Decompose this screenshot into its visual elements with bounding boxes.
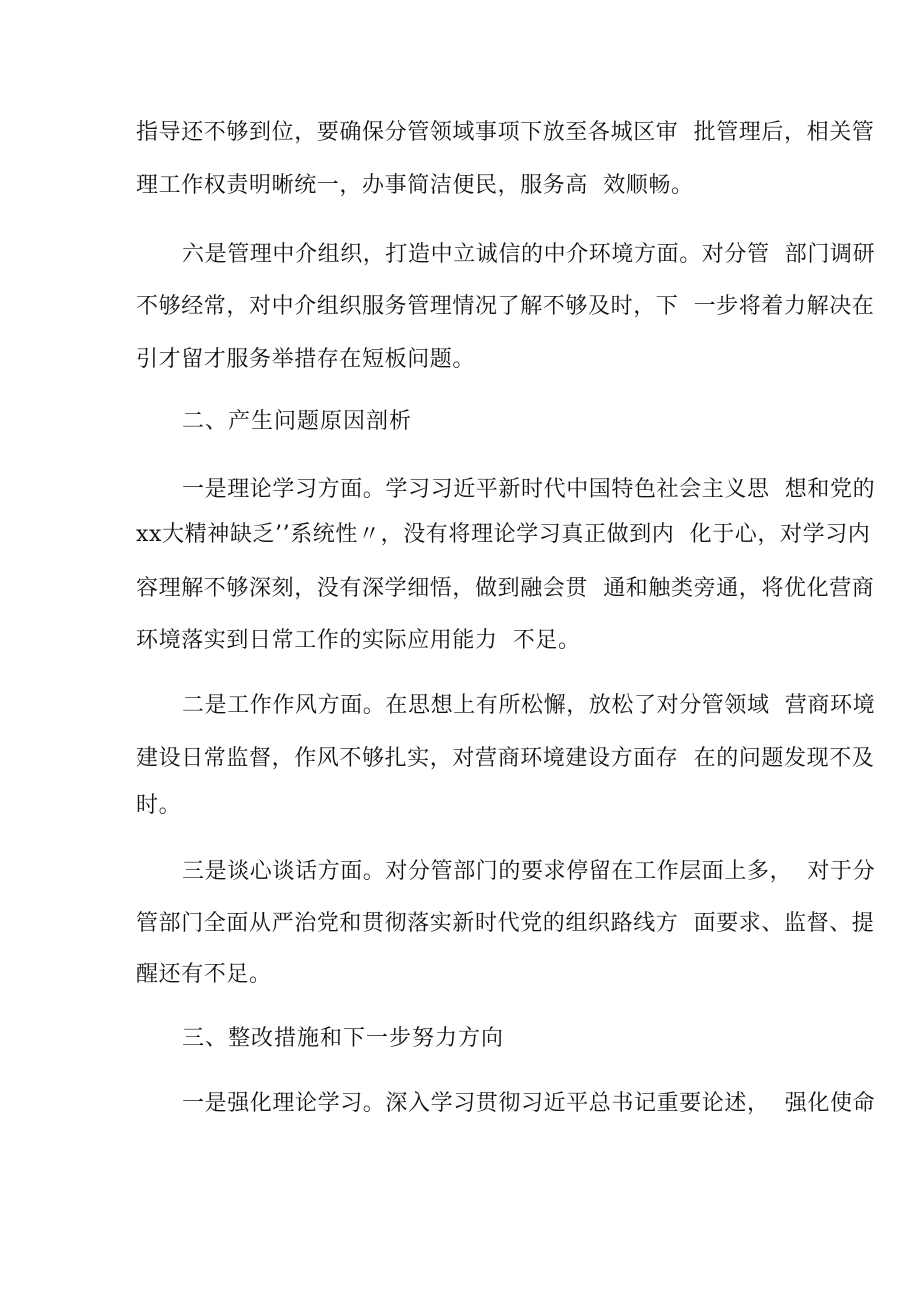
section-heading: 三、整改措施和下一步努力方向 — [182, 1026, 505, 1051]
paragraph-line: 一是理论学习方面。学习习近平新时代中国特色社会主义思 想和党的 — [182, 477, 876, 502]
paragraph-line: 时。 — [136, 793, 182, 818]
paragraph-line: 管部门全面从严治党和贯彻落实新时代党的组织路线方 面要求、监督、提 — [136, 911, 875, 936]
paragraph-line: xx大精神缺乏’’系统性〃，没有将理论学习真正做到内 化于心，对学习内 — [136, 522, 871, 547]
paragraph-line: 六是管理中介组织，打造中立诚信的中介环境方面。对分管 部门调研 — [182, 242, 876, 267]
paragraph-line: 一是强化理论学习。深入学习贯彻习近平总书记重要论述， 强化使命 — [182, 1091, 876, 1116]
paragraph-line: 三是谈心谈话方面。对分管部门的要求停留在工作层面上多， 对于分 — [182, 859, 876, 884]
paragraph-line: 建设日常监督，作风不够扎实，对营商环境建设方面存 在的问题发现不及 — [136, 746, 875, 771]
paragraph-line: 不够经常，对中介组织服务管理情况了解不够及时，下 一步将着力解决在 — [136, 294, 875, 319]
paragraph-line: 醒还有不足。 — [136, 962, 272, 987]
paragraph-line: 二是工作作风方面。在思想上有所松懈，放松了对分管领域 营商环境 — [182, 693, 876, 718]
section-heading: 二、产生问题原因剖析 — [182, 409, 413, 434]
paragraph-line: 理工作权责明晰统一，办事简洁便民，服务高 效顺畅。 — [136, 173, 694, 198]
paragraph-line: 环境落实到日常工作的实际应用能力 不足。 — [136, 628, 581, 653]
paragraph-line: 指导还不够到位，要确保分管领域事项下放至各城区审 批管理后，相关管 — [136, 120, 875, 145]
paragraph-line: 容理解不够深刻，没有深学细悟，做到融会贯 通和触类旁通，将优化营商 — [136, 576, 875, 601]
paragraph-line: 引才留才服务举措存在短板问题。 — [136, 347, 476, 372]
